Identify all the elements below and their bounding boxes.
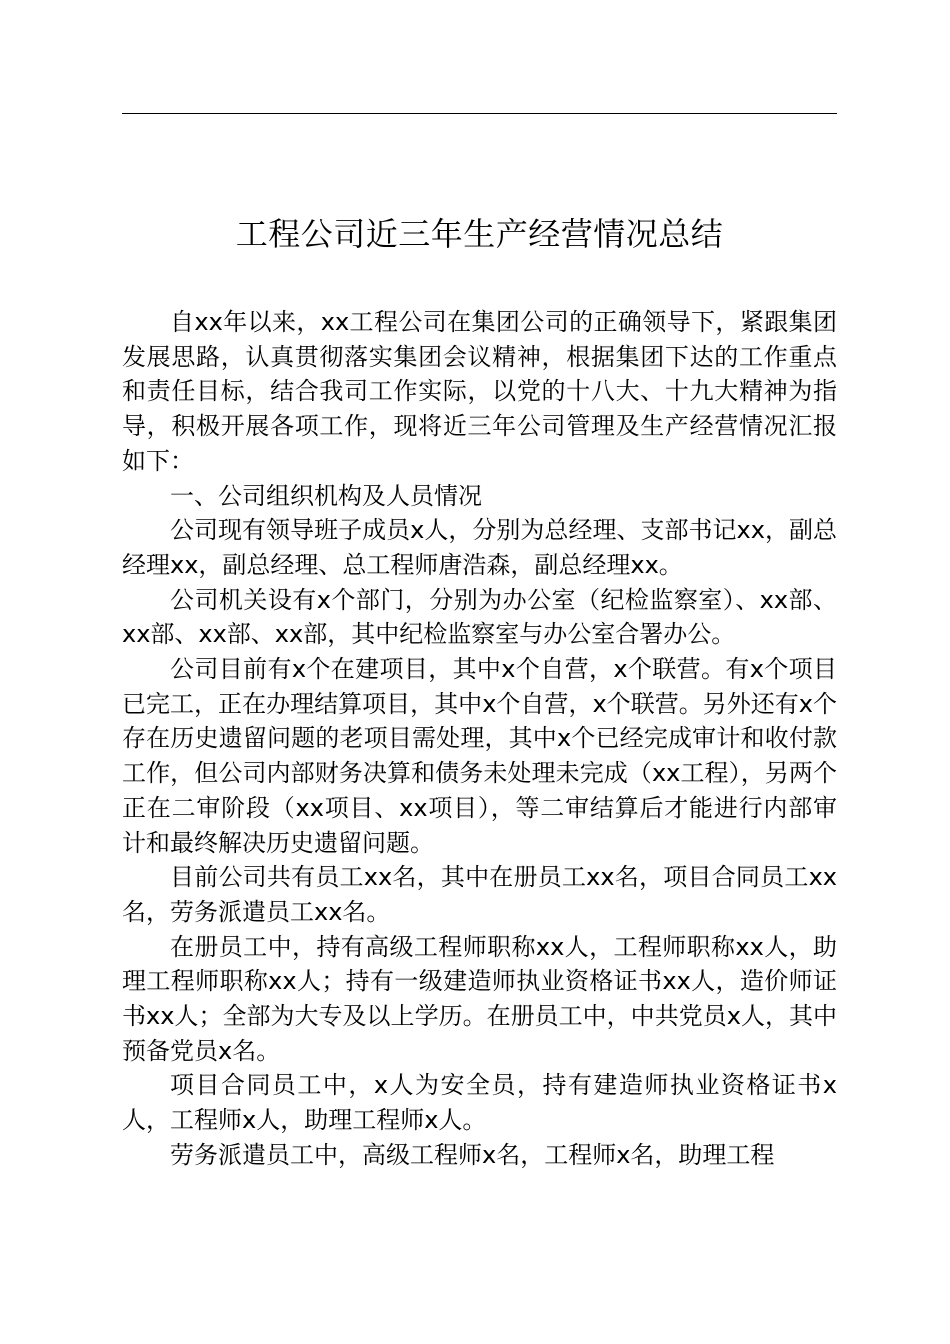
paragraph-leadership: 公司现有领导班子成员x人，分别为总经理、支部书记xx，副总经理xx，副总经理、总工程师唐浩森，副总经理xx。 (122, 516, 837, 579)
paragraph-projects: 公司目前有x个在建项目，其中x个自营，x个联营。有x个项目已完工，正在办理结算项目，其中x个自营，x个联营。另外还有x个存在历史遗留问题的老项目需处理，其中x个已经完成审计和收付款工作，但公司内部财务决算和债务未处理未完成（xx工程），另两个正在二审阶段（xx项目、xx项目），等二审结算后才能进行内部审计和最终解决历史遗留问题。 (122, 655, 837, 857)
document-body (122, 305, 837, 1173)
intro-paragraph: 自xx年以来，xx工程公司在集团公司的正确领导下，紧跟集团发展思路，认真贯彻落实集团会议精神，根据集团下达的工作重点和责任目标，结合我司工作实际，以党的十八大、十九大精神为指导，积极开展各项工作，现将近三年公司管理及生产经营情况汇报如下： (122, 308, 837, 475)
paragraph-dispatched-staff: 劳务派遣员工中，高级工程师x名，工程师x名，助理工程 (170, 1140, 775, 1169)
paragraph-registered-staff: 在册员工中，持有高级工程师职称xx人，工程师职称xx人，助理工程师职称xx人；持有一级建造师执业资格证书xx人，造价师证书xx人；全部为大专及以上学历。在册员工中，中共党员x人，其中预备党员x名。 (122, 932, 837, 1065)
paragraph-contract-staff: 项目合同员工中，x人为安全员，持有建造师执业资格证书x人，工程师x人，助理工程师x人。 (122, 1071, 837, 1135)
header-rule (122, 113, 837, 114)
section-heading: 一、公司组织机构及人员情况 (170, 481, 482, 510)
paragraph-staff-total: 目前公司共有员工xx名，其中在册员工xx名，项目合同员工xx名，劳务派遣员工xx名。 (122, 863, 837, 926)
paragraph-departments: 公司机关设有x个部门，分别为办公室（纪检监察室）、xx部、xx部、xx部、xx部，其中纪检监察室与办公室合署办公。 (122, 585, 837, 649)
document-title: 工程公司近三年生产经营情况总结 (235, 215, 724, 253)
